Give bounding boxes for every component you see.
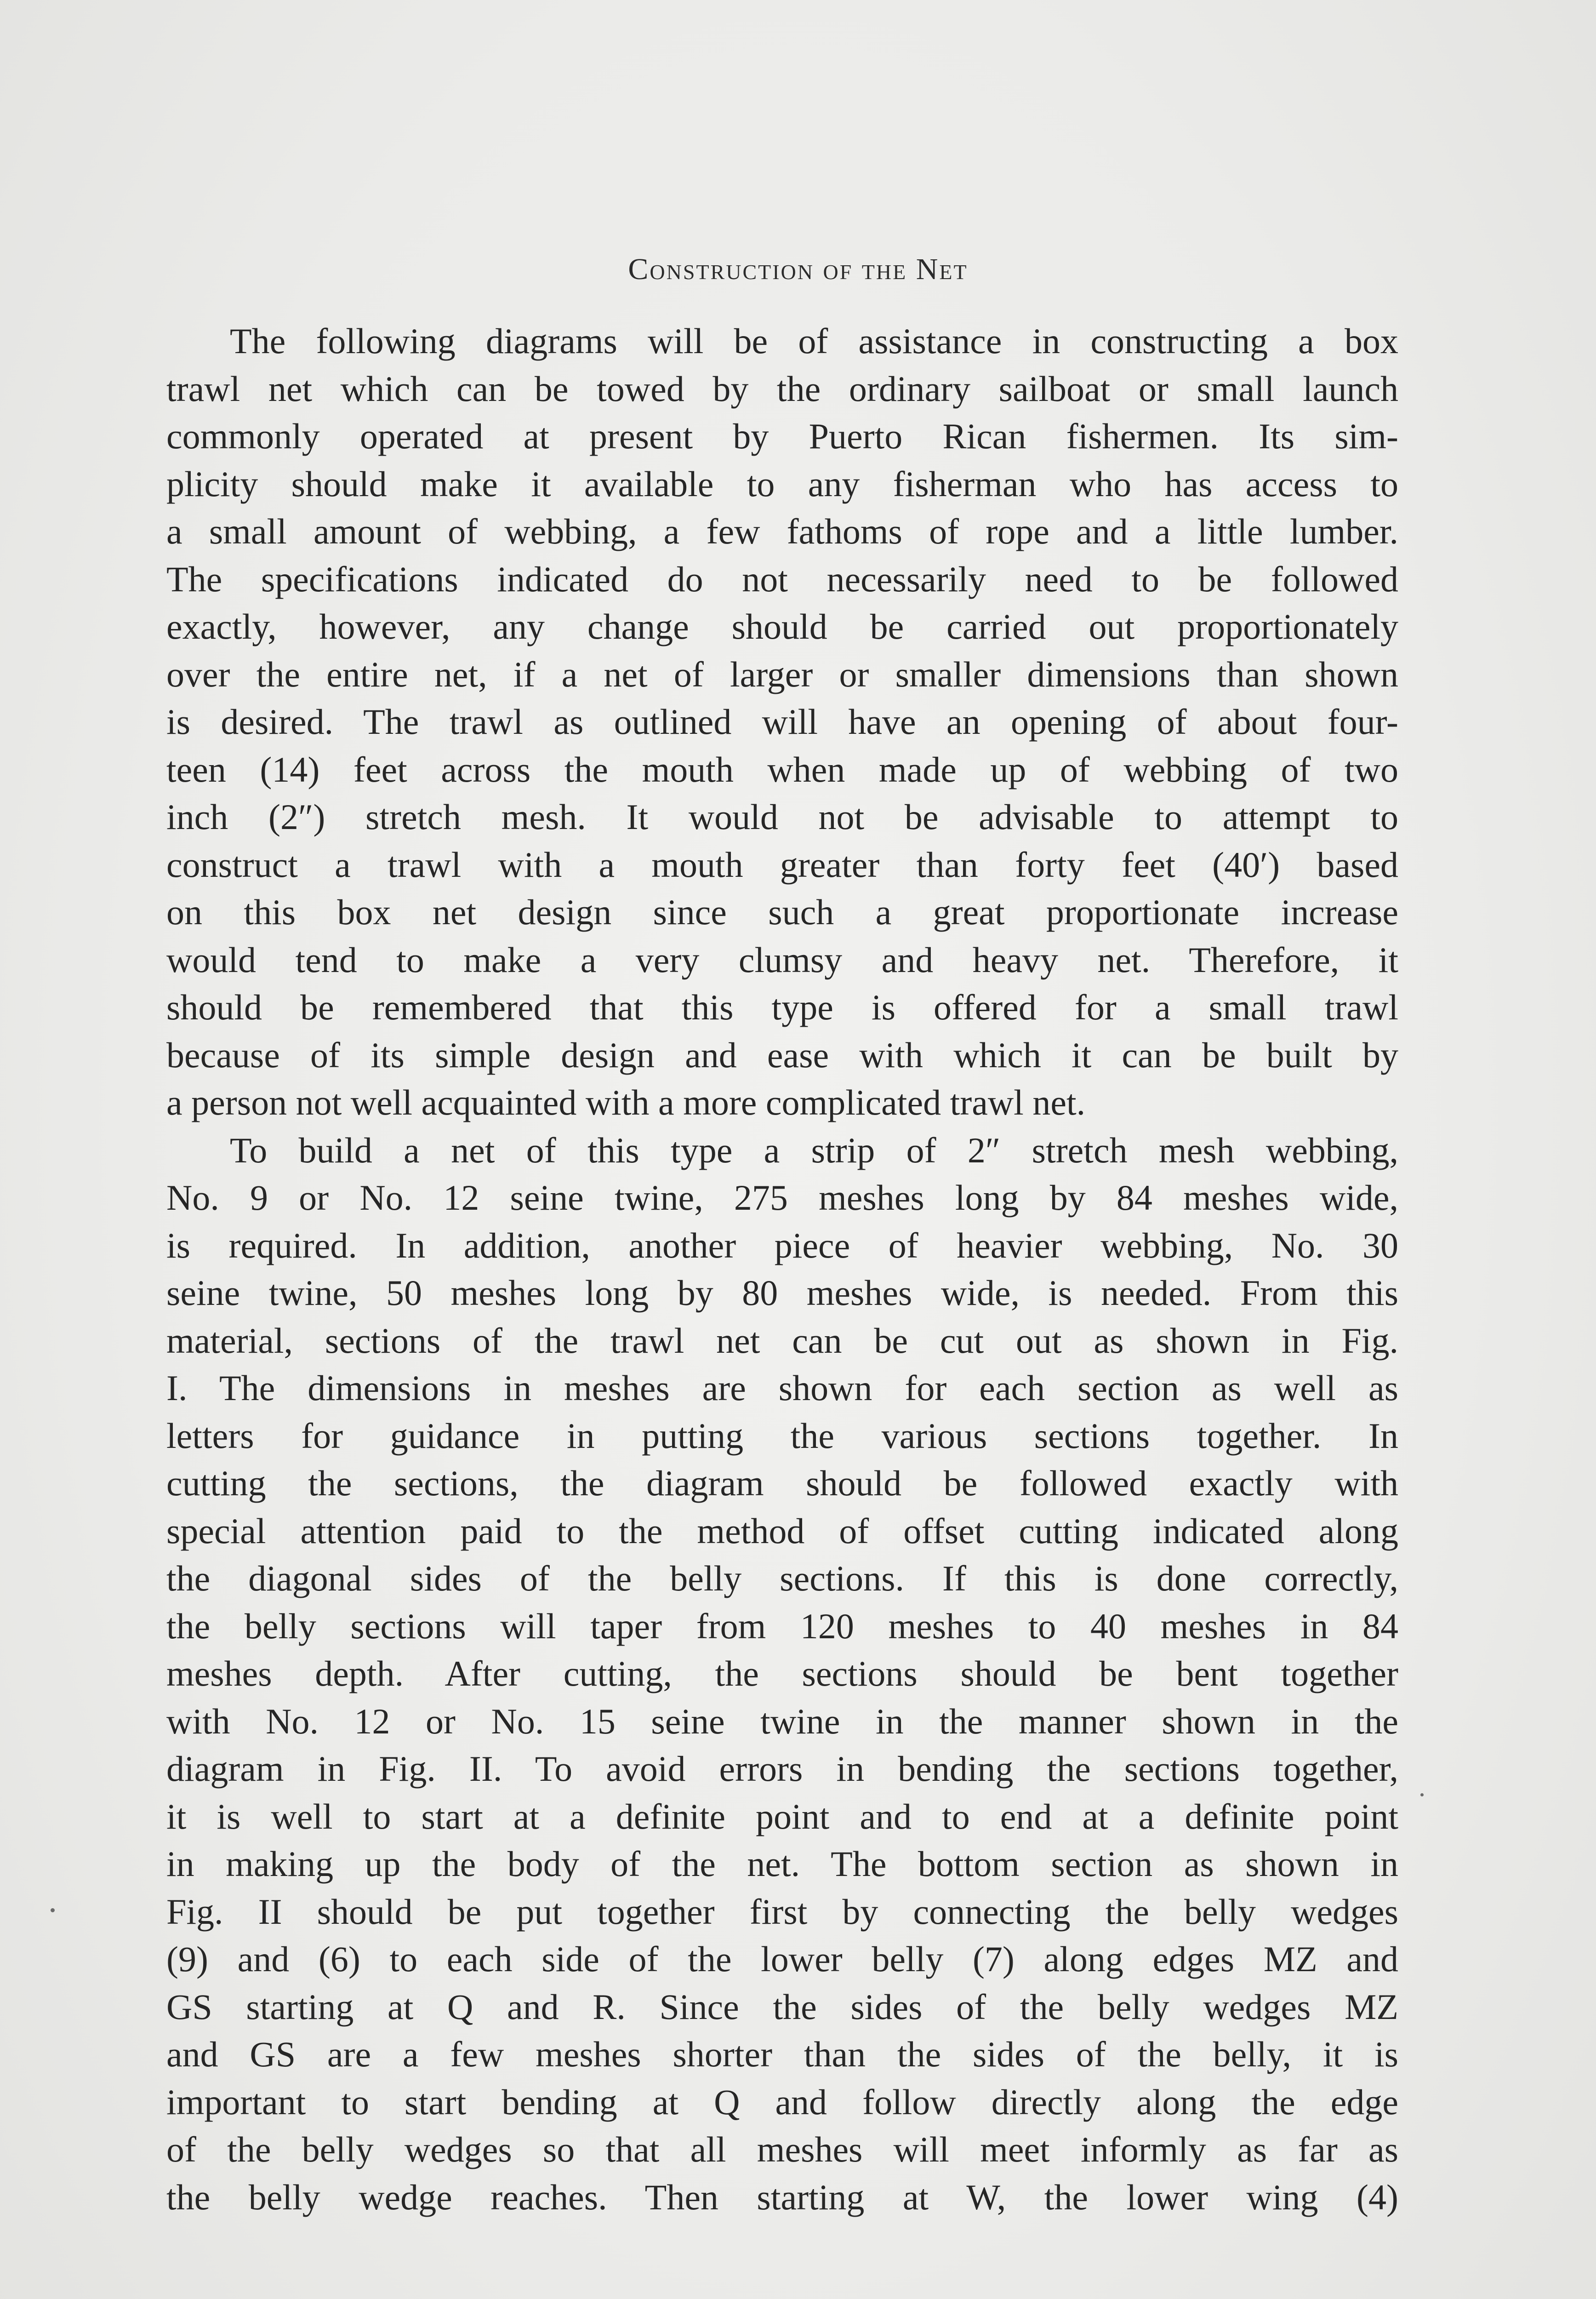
text-line: letters for guidance in putting the various sections together. In (166, 1415, 1398, 1456)
text-line: The specifications indicated do not necessarily need to be followed (166, 559, 1398, 599)
text-line: should be remembered that this type is offered for a small trawl (166, 987, 1398, 1027)
text-line: (9) and (6) to each side of the lower belly (7) along edges MZ and (166, 1939, 1398, 1979)
text-line: meshes depth. After cutting, the sections should be bent together (166, 1653, 1398, 1693)
text-line: teen (14) feet across the mouth when made up of webbing of two (166, 749, 1398, 789)
text-line: I. The dimensions in meshes are shown for each section as well as (166, 1368, 1398, 1408)
text-line: Fig. II should be put together first by connecting the belly wedges (166, 1891, 1398, 1932)
text-line: inch (2″) stretch mesh. It would not be advisable to attempt to (166, 797, 1398, 837)
text-line: the belly sections will taper from 120 meshes to 40 meshes in 84 (166, 1606, 1398, 1646)
text-line: of the belly wedges so that all meshes will meet informly as far as (166, 2129, 1398, 2169)
text-line: material, sections of the trawl net can be cut out as shown in Fig. (166, 1320, 1398, 1361)
text-line: is required. In addition, another piece of heavier webbing, No. 30 (166, 1225, 1398, 1265)
text-line: is desired. The trawl as outlined will have an opening of about four- (166, 702, 1398, 742)
text-line: trawl net which can be towed by the ordinary sailboat or small launch (166, 368, 1398, 409)
text-line: with No. 12 or No. 15 seine twine in the manner shown in the (166, 1701, 1398, 1741)
text-line: GS starting at Q and R. Since the sides of the belly wedges MZ (166, 1986, 1398, 2027)
text-line: would tend to make a very clumsy and heavy net. Therefore, it (166, 939, 1398, 980)
paragraph-1 (166, 317, 1398, 1127)
text-line: because of its simple design and ease with which it can be built by (166, 1035, 1398, 1075)
section-heading: Construction of the Net (628, 252, 968, 286)
text-line: To build a net of this type a strip of 2″ stretch mesh webbing, (230, 1130, 1398, 1170)
text-line: in making up the body of the net. The bottom section as shown in (166, 1844, 1398, 1884)
text-line: construct a trawl with a mouth greater than forty feet (40′) based (166, 844, 1398, 885)
text-line: the belly wedge reaches. Then starting at W, the lower wing (4) (166, 2177, 1398, 2217)
text-line: special attention paid to the method of offset cutting indicated along (166, 1510, 1398, 1551)
text-line: a person not well acquainted with a more complicated trawl net. (166, 1082, 1086, 1122)
text-line: important to start bending at Q and follow directly along the edge (166, 2082, 1398, 2122)
text-line: and GS are a few meshes shorter than the sides of the belly, it is (166, 2034, 1398, 2074)
text-line: diagram in Fig. II. To avoid errors in bending the sections together, (166, 1749, 1398, 1789)
scan-speck (51, 1908, 55, 1912)
paragraph-2 (166, 1127, 1398, 2221)
text-line: a small amount of webbing, a few fathoms of rope and a little lumber. (166, 511, 1398, 551)
text-line: No. 9 or No. 12 seine twine, 275 meshes long by 84 meshes wide, (166, 1178, 1398, 1218)
text-line: plicity should make it available to any fisherman who has access to (166, 463, 1398, 504)
scan-speck (1420, 1793, 1424, 1796)
text-line: it is well to start at a definite point and to end at a definite point (166, 1796, 1398, 1836)
text-line: The following diagrams will be of assistance in constructing a box (230, 321, 1398, 361)
text-line: cutting the sections, the diagram should be followed exactly with (166, 1463, 1398, 1503)
text-line: on this box net design since such a great proportionate increase (166, 892, 1398, 932)
text-line: commonly operated at present by Puerto Rican fishermen. Its sim- (166, 416, 1398, 456)
text-line: seine twine, 50 meshes long by 80 meshes wide, is needed. From this (166, 1273, 1398, 1313)
text-line: the diagonal sides of the belly sections. If this is done correctly, (166, 1558, 1398, 1598)
text-line: over the entire net, if a net of larger or smaller dimensions than shown (166, 654, 1398, 694)
text-line: exactly, however, any change should be carried out proportionately (166, 606, 1398, 646)
body-text (166, 317, 1398, 2221)
